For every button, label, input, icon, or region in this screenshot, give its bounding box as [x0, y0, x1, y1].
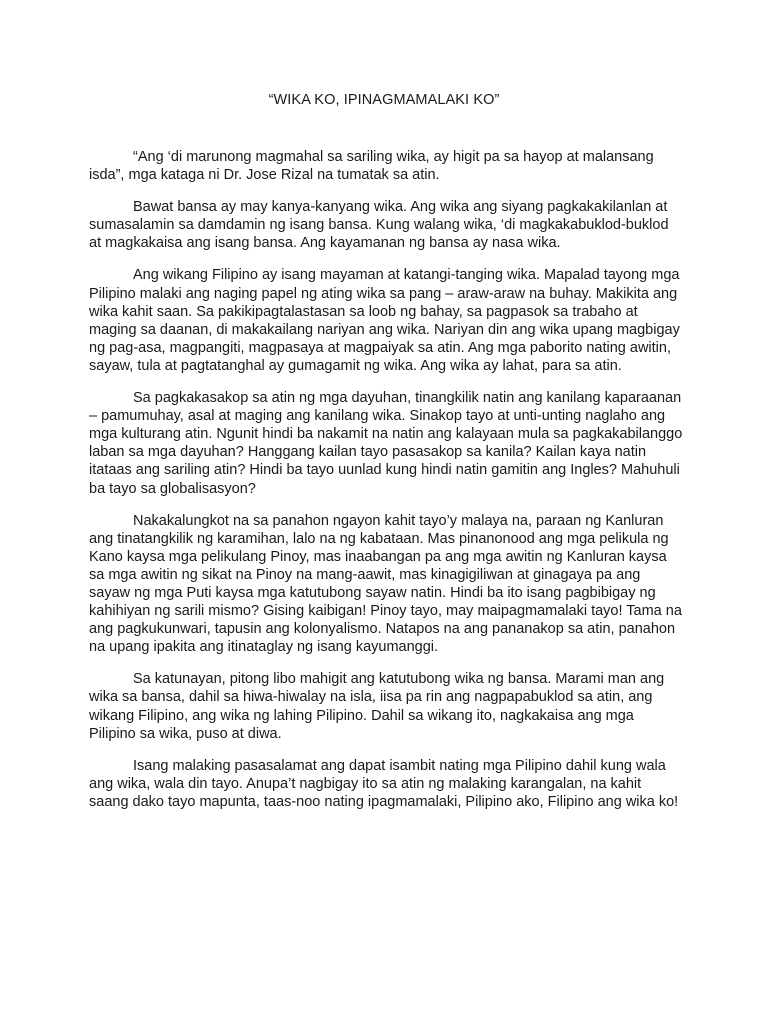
paragraph: Isang malaking pasasalamat ang dapat isambit nating mga Pilipino dahil kung wala ang wika, wala din tayo. Anupa’t nagbigay ito sa atin ng malaking karangalan, na kahit saang dako tayo mapunta, taas-noo nating ipagmamalaki, Pilipino ako, Filipino ang wika ko! [89, 757, 679, 810]
document-title: “WIKA KO, IPINAGMAMALAKI KO” [268, 92, 500, 108]
paragraph: Ang wikang Filipino ay isang mayaman at katangi-tanging wika. Mapalad tayong mga Pilipino malaki ang naging papel ng ating wika sa pang – araw-araw na buhay. Makikita ang wika kahit saan. Sa pakikipagtalastasan sa loob ng bahay, sa pagpasok sa trabaho at maging sa daanan, di makakailang nariyan ang wika. Nariyan din ang wika upang magbigay ng pag-asa, magpangiti, magpasaya at magpaiyak sa atin. Ang mga paborito nating awitin, sayaw, tula at pagtatanghal ay gumagamit ng wika. Ang wika ay lahat, para sa atin. [89, 267, 680, 374]
paragraph: Sa katunayan, pitong libo mahigit ang katutubong wika ng bansa. Marami man ang wika sa bansa, dahil sa hiwa-hiwalay na isla, iisa pa rin ang nagpapabuklod sa atin, ang wikang Filipino, ang wika ng lahing Pilipino. Dahil sa wikang ito, nagkakaisa ang mga Pilipino sa wika, puso at diwa. [89, 671, 665, 742]
paragraph: Sa pagkakasakop sa atin ng mga dayuhan, tinangkilik natin ang kanilang kaparaanan – pamumuhay, asal at maging ang kanilang wika. Sinakop tayo at unti-unting naglaho ang mga kulturang atin. Ngunit hindi ba nakamit na natin ang kalayaan mula sa pagkakabilanggo laban sa mga dayuhan? Hanggang kailan tayo pasasakop sa kanila? Kailan kaya natin itataas ang sariling atin? Hindi ba tayo uunlad kung hindi natin gamitin ang Ingles? Mahuhuli ba tayo sa globalisasyon? [89, 390, 683, 497]
document-body [89, 148, 683, 825]
paragraph: Nakakalungkot na sa panahon ngayon kahit tayo’y malaya na, paraan ng Kanluran ang tinatangkilik ng karamihan, lalo na ng kabataan. Mas pinanonood ang mga pelikula ng Kano kaysa mga pelikulang Pinoy, mas inaabangan pa ang mga awitin ng Kanluran kaysa sa mga awitin ng sikat na Pinoy na mang-aawit, mas kinagigiliwan at ginagaya pa ang sayaw ng mga Puti kaysa mga katutubong sayaw natin. Hindi ba ito isang pagbibigay ng kahihiyan ng sarili mismo? Gising kaibigan! Pinoy tayo, may maipagmamalaki tayo! Tama na ang pagkukunwari, tapusin ang kolonyalismo. Natapos na ang pananakop sa atin, panahon na upang ipakita ang itinataglay ng isang kayumanggi. [89, 512, 682, 656]
paragraph: Bawat bansa ay may kanya-kanyang wika. Ang wika ang siyang pagkakakilanlan at sumasalamin sa damdamin ng isang bansa. Kung walang wika, ‘di magkakabuklod-buklod at magkakaisa ang isang bansa. Ang kayamanan ng bansa ay nasa wika. [89, 199, 669, 252]
paragraph: “Ang ‘di marunong magmahal sa sariling wika, ay higit pa sa hayop at malansang isda”, mga kataga ni Dr. Jose Rizal na tumatak sa atin. [89, 149, 654, 184]
